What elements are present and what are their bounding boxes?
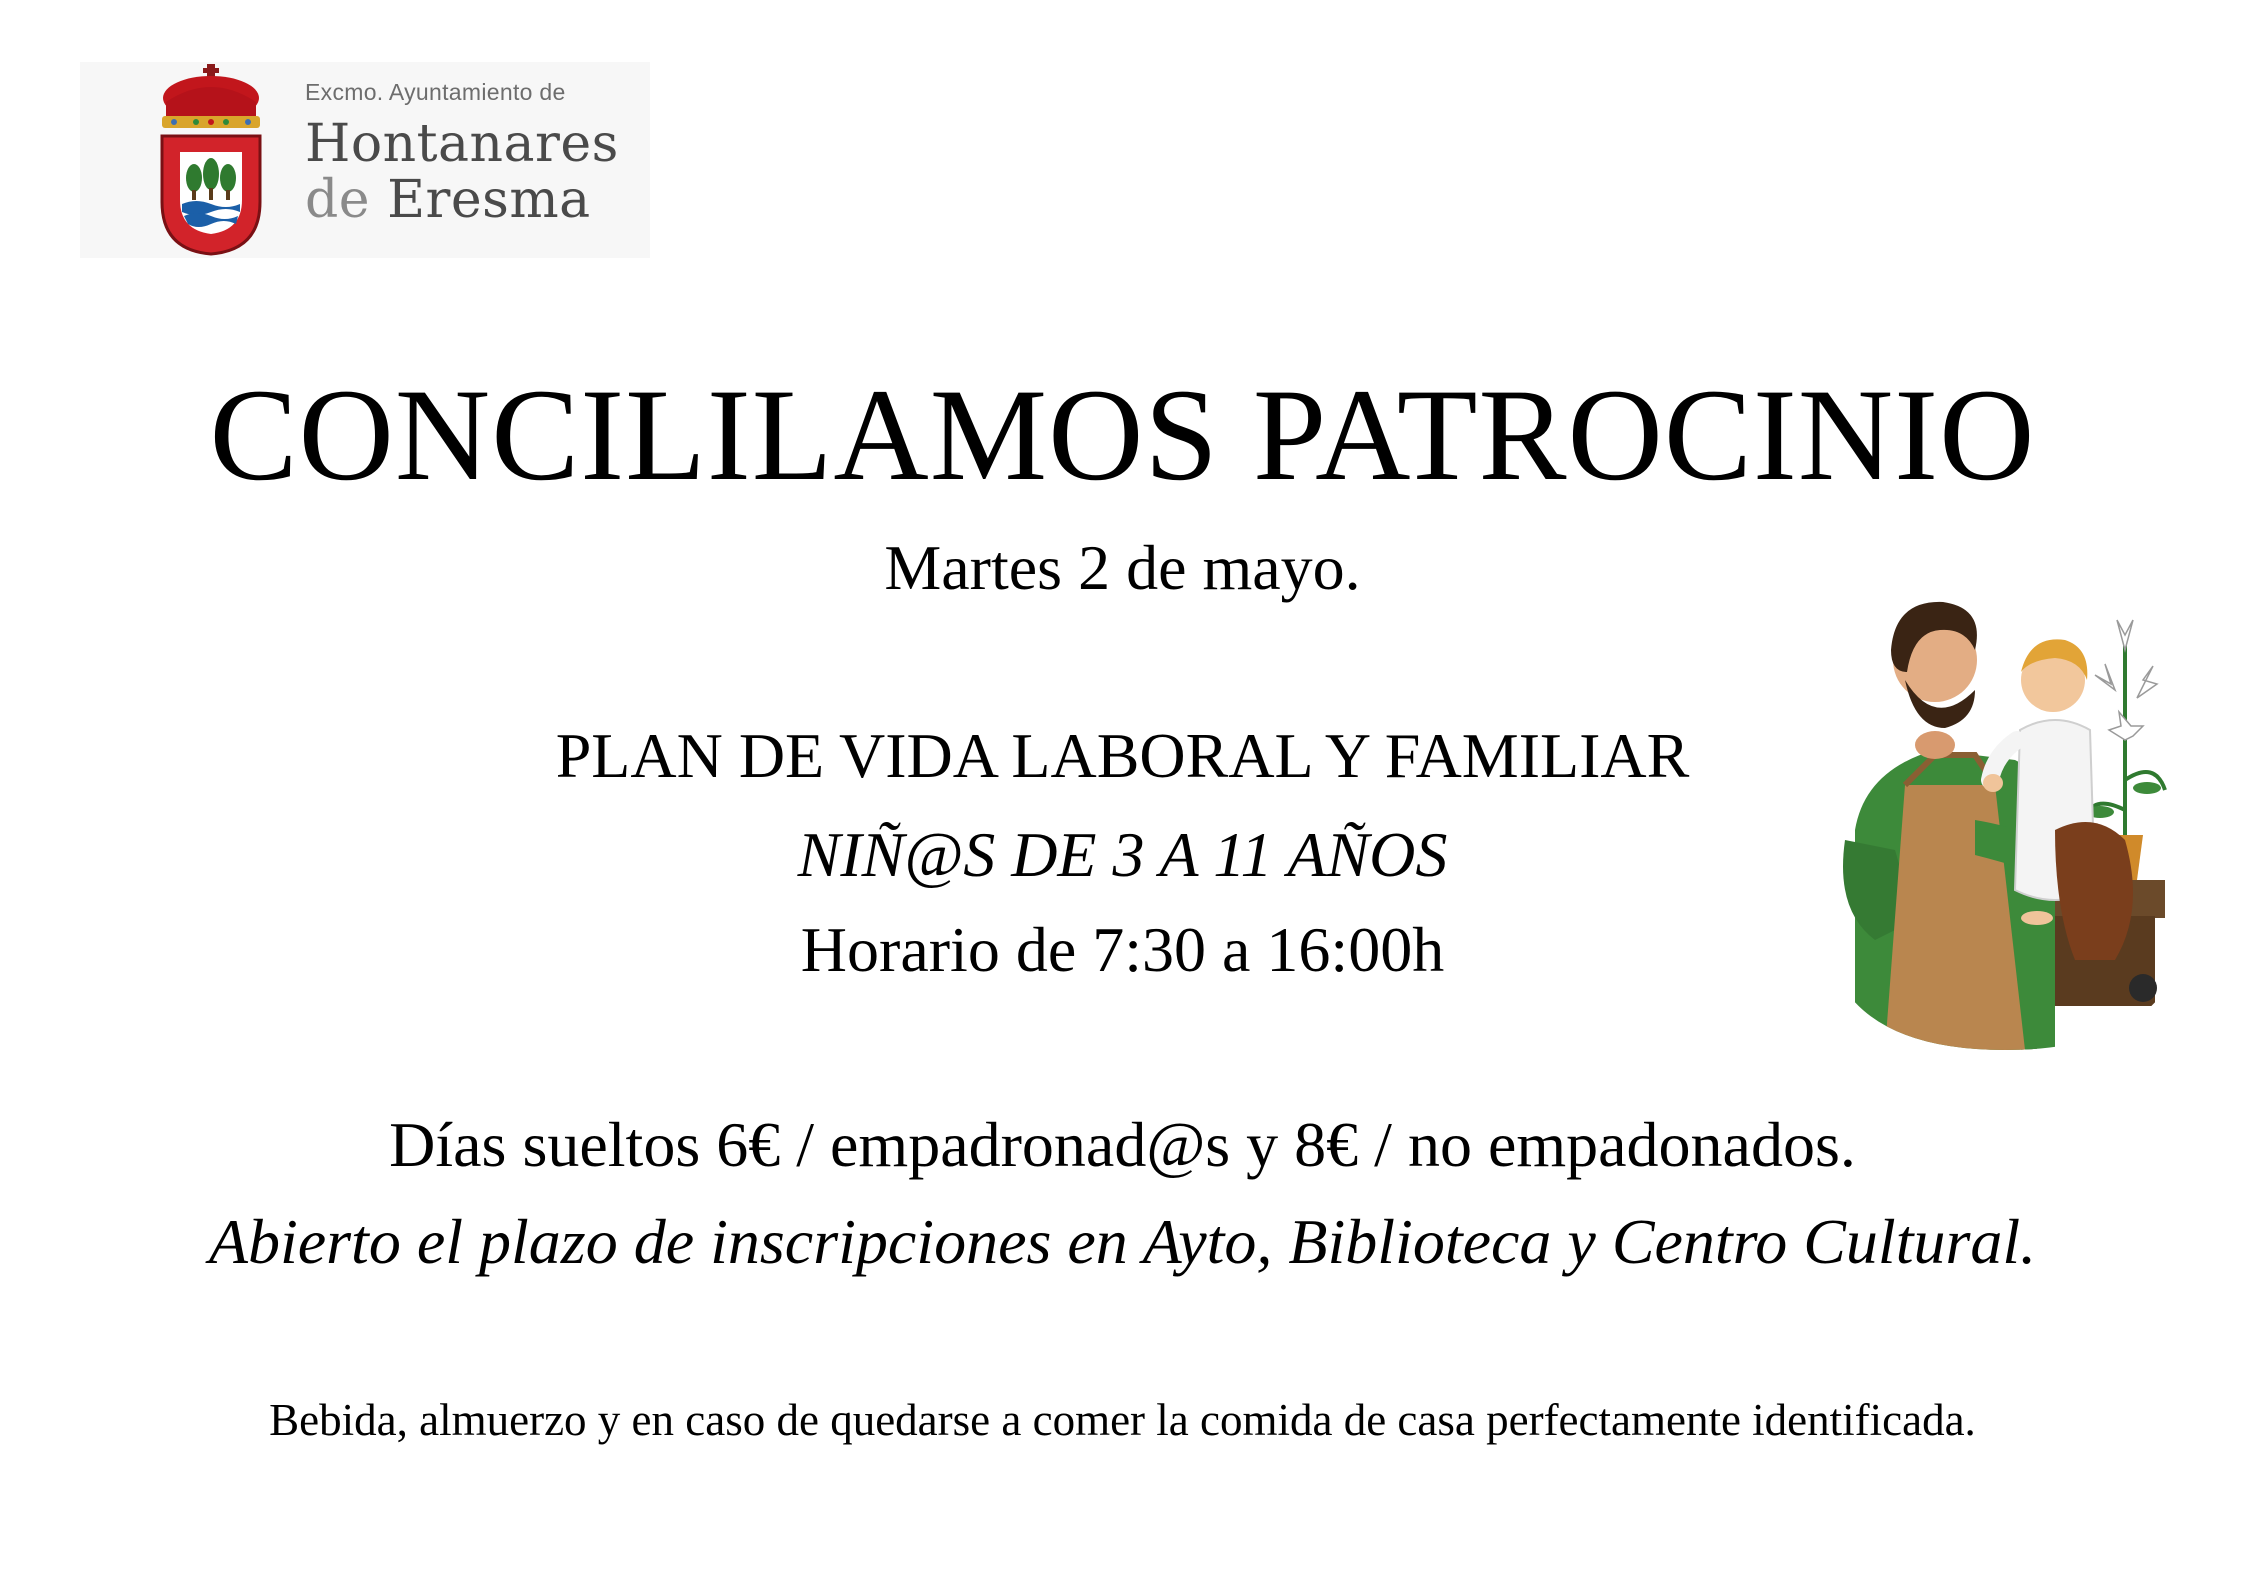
age-range: NIÑ@S DE 3 A 11 AÑOS — [797, 819, 1448, 890]
coat-of-arms-icon — [152, 62, 270, 258]
logo-town-name-end: Eresma — [387, 170, 591, 230]
poster-title: CONCILILAMOS PATROCINIO — [209, 361, 2036, 508]
registration-info: Abierto el plazo de inscripciones en Ayto, Biblioteca y Centro Cultural. — [208, 1206, 2037, 1277]
event-date: Martes 2 de mayo. — [884, 532, 1361, 603]
logo-subtitle: Excmo. Ayuntamiento de — [305, 79, 566, 105]
program-name: PLAN DE VIDA LABORAL Y FAMILIAR — [555, 720, 1690, 791]
logo-text — [305, 78, 619, 228]
municipality-logo — [80, 62, 650, 258]
schedule: Horario de 7:30 a 16:00h — [800, 914, 1445, 985]
saint-joseph-illustration — [1825, 580, 2185, 1050]
footer-note: Bebida, almuerzo y en caso de quedarse a comer la comida de casa perfectamente identificada. — [269, 1395, 1976, 1445]
logo-preposition: de — [305, 170, 371, 230]
logo-town-name: Hontanares — [305, 114, 619, 174]
prices: Días sueltos 6€ / empadronad@s y 8€ / no empadonados. — [389, 1109, 1856, 1180]
logo-town-name-line2 — [305, 172, 619, 228]
